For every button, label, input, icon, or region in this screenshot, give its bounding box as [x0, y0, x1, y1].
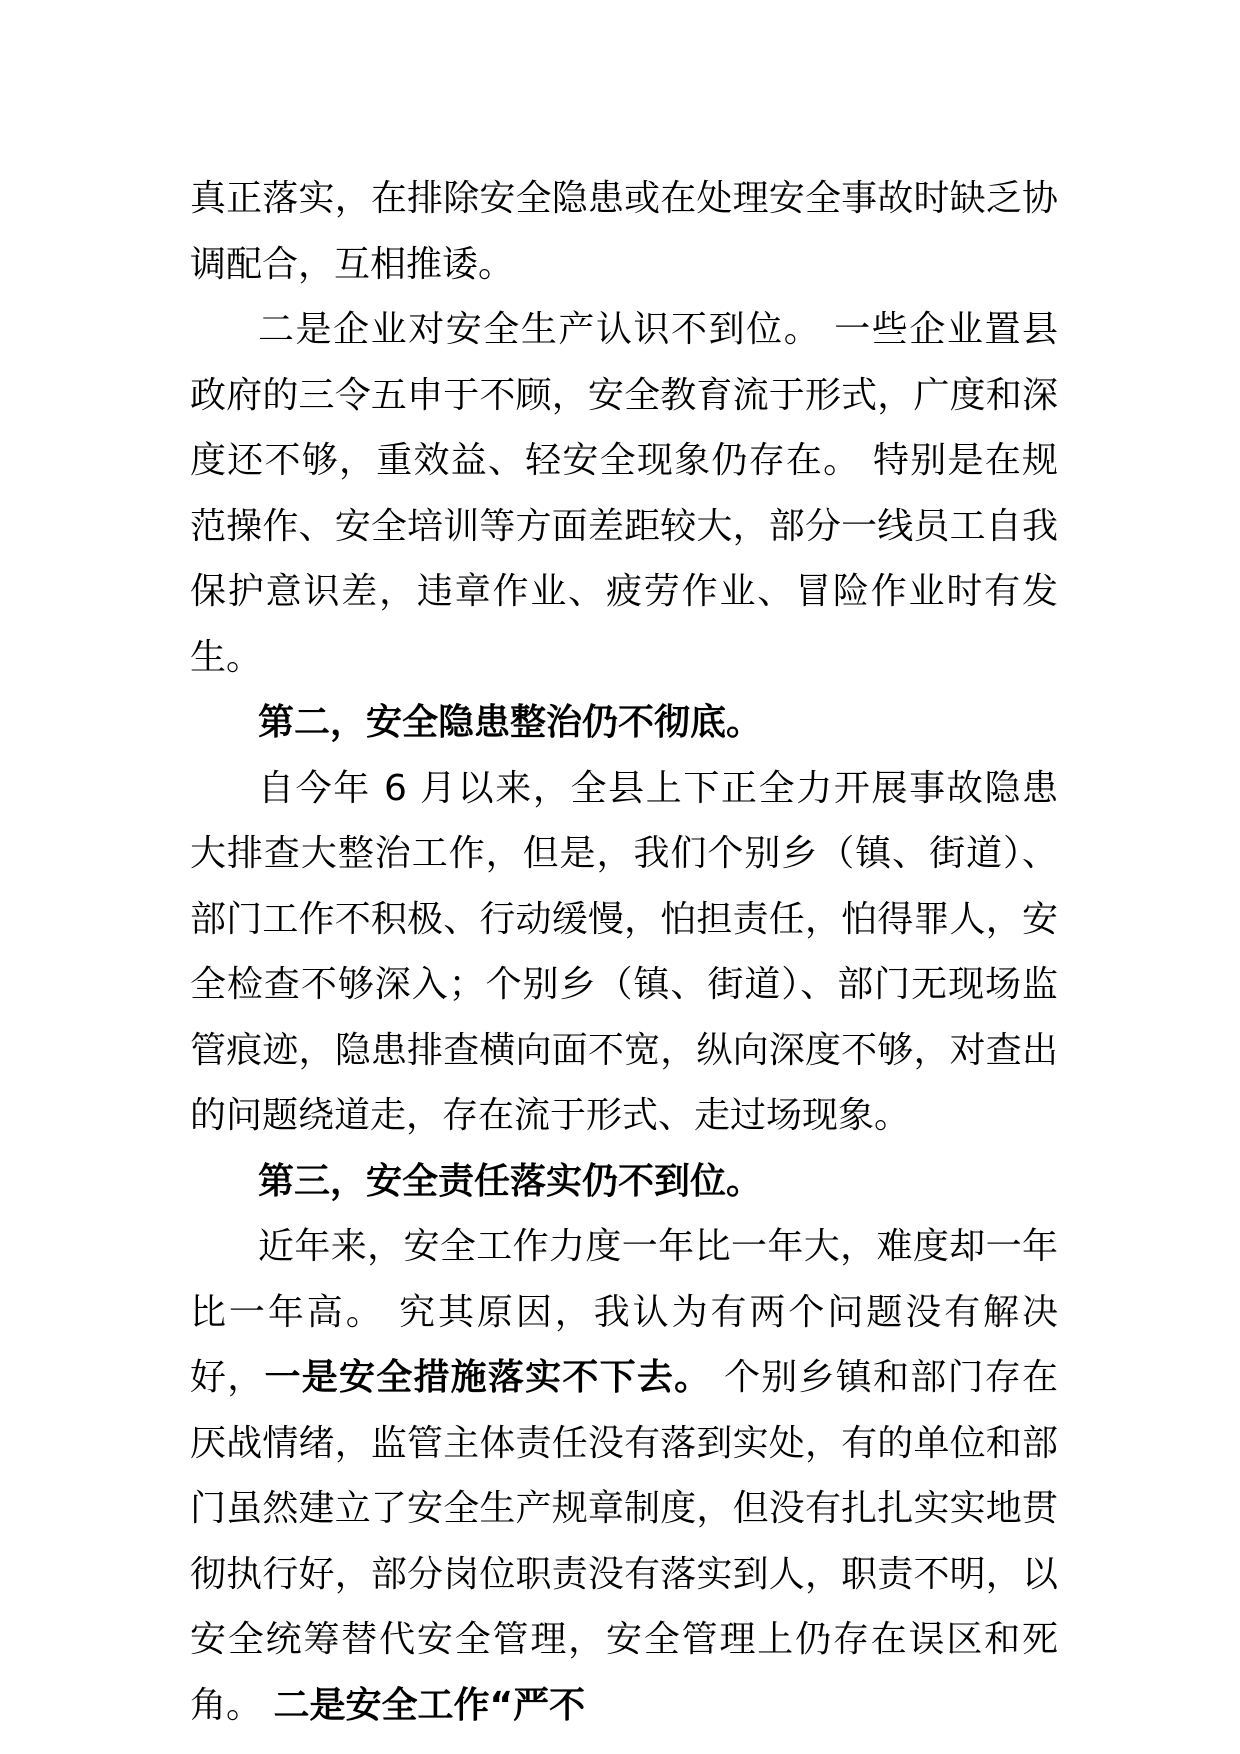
document-page	[190, 166, 1058, 1738]
heading-third-point: 第三，安全责任落实仍不到位。	[258, 1160, 763, 1202]
paragraph-hazard-rectification: 自今年 6 月以来，全县上下正全力开展事故隐患大排查大整治工作，但是，我们个别乡（镇、街道）、部门工作不积极、行动缓慢，怕担责任，怕得罪人，安全检查不够深入；个别乡（镇、街道）、部门无现场监管痕迹，隐患排查横向面不宽，纵向深度不够，对查出的问题绕道走，存在流于形式、走过场现象。	[190, 767, 1058, 1136]
bold-point-two: 二是安全工作“严不	[273, 1684, 586, 1726]
paragraph-continued: 真正落实，在排除安全隐患或在处理安全事故时缺乏协调配合，互相推诿。	[190, 178, 1058, 285]
paragraph-responsibility	[190, 1214, 1058, 1738]
heading-second-point: 第二，安全隐患整治仍不彻底。	[258, 702, 763, 743]
paragraph-text: 近年来，安全工作力度一年比一年大，难度却一年比一年高。 究其原因，我认为有两个问题没有解决好，	[190, 1226, 1058, 1398]
bold-point-one: 一是安全措施落实不下去。	[264, 1357, 712, 1398]
paragraph-enterprise-awareness: 二是企业对安全生产认识不到位。 一些企业置县政府的三令五申于不顾，安全教育流于形式，广度和深度还不够，重效益、轻安全现象仍存在。 特别是在规范操作、安全培训等方面差距较大，部分一线员工自我保护意识差，违章作业、疲劳作业、冒险作业时有发生。	[190, 309, 1058, 678]
paragraph-text: 个别乡镇和部门存在厌战情绪，监管主体责任没有落到实处，有的单位和部门虽然建立了安全生产规章制度，但没有扎扎实实地贯彻执行好，部分岗位职责没有落实到人，职责不明，以安全统筹替代安全管理，安全管理上仍存在误区和死角。	[190, 1357, 1058, 1726]
